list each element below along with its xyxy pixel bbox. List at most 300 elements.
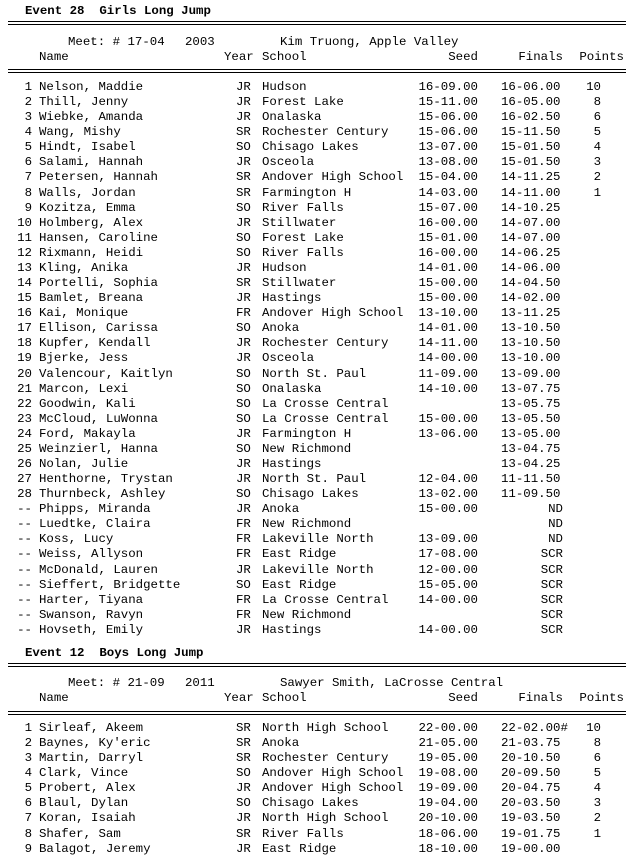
finals-mark: 15-11.50 <box>501 125 561 140</box>
place: 16 <box>17 306 32 321</box>
result-row <box>0 487 639 502</box>
school: Chisago Lakes <box>262 140 359 155</box>
result-row <box>0 796 639 811</box>
finals-mark: SCR <box>540 547 563 562</box>
athlete-name: Henthorne, Trystan <box>39 472 173 487</box>
place: 27 <box>17 472 32 487</box>
school: North St. Paul <box>262 366 367 381</box>
seed-mark: 13-07.00 <box>418 140 478 155</box>
school: Onalaska <box>262 381 322 396</box>
athlete-name: Blaul, Dylan <box>39 796 129 811</box>
athlete-year: SO <box>236 441 251 456</box>
finals-mark: SCR <box>540 607 563 622</box>
athlete-year: SR <box>236 125 251 140</box>
points: 3 <box>593 796 601 811</box>
athlete-year: SR <box>236 276 251 291</box>
header-year: Year <box>224 691 254 705</box>
athlete-name: Weiss, Allyson <box>39 547 144 562</box>
athlete-name: Weinzierl, Hanna <box>39 441 158 456</box>
school: Farmington H <box>262 426 352 441</box>
school: Farmington H <box>262 185 352 200</box>
finals-mark: 13-10.50 <box>501 336 561 351</box>
athlete-year: SO <box>236 140 251 155</box>
athlete-name: Luedtke, Claira <box>39 517 151 532</box>
place: 22 <box>17 396 32 411</box>
athlete-name: Walls, Jordan <box>39 185 136 200</box>
result-row <box>0 827 639 842</box>
finals-mark: 20-04.75 <box>501 781 561 796</box>
athlete-name: Nelson, Maddie <box>39 80 144 94</box>
double-rule-top <box>8 663 626 667</box>
athlete-year: SR <box>236 751 251 766</box>
school: Hudson <box>262 260 307 275</box>
result-row <box>0 201 639 216</box>
seed-mark: 15-00.00 <box>418 502 478 517</box>
seed-mark: 11-09.00 <box>418 366 478 381</box>
athlete-year: FR <box>236 547 251 562</box>
athlete-year: FR <box>236 306 251 321</box>
finals-mark: 13-07.75 <box>501 381 561 396</box>
result-row <box>0 721 639 736</box>
place: 10 <box>17 215 32 230</box>
finals-mark: 11-09.50 <box>501 487 561 502</box>
school: Osceola <box>262 155 315 170</box>
place: 8 <box>24 185 32 200</box>
result-row <box>0 811 639 826</box>
school: Andover High School <box>262 170 404 185</box>
school: New Richmond <box>262 441 352 456</box>
result-row <box>0 351 639 366</box>
athlete-year: FR <box>236 517 251 532</box>
school: River Falls <box>262 200 344 215</box>
place: 15 <box>17 291 32 306</box>
result-row <box>0 472 639 487</box>
result-row <box>0 80 639 95</box>
finals-mark: 13-04.75 <box>501 441 561 456</box>
athlete-year: JR <box>236 811 251 826</box>
athlete-year: SO <box>236 577 251 592</box>
seed-mark: 13-08.00 <box>418 155 478 170</box>
seed-mark: 15-11.00 <box>418 95 478 110</box>
seed-mark: 17-08.00 <box>418 547 478 562</box>
seed-mark: 14-10.00 <box>418 381 478 396</box>
school: East Ridge <box>262 547 337 562</box>
athlete-year: JR <box>236 336 251 351</box>
finals-mark: SCR <box>540 577 563 592</box>
athlete-name: Wiebke, Amanda <box>39 110 144 125</box>
finals-mark: ND <box>548 502 563 517</box>
finals-mark: 13-05.00 <box>501 426 561 441</box>
athlete-year: JR <box>236 110 251 125</box>
result-row <box>0 367 639 382</box>
athlete-name: Rixmann, Heidi <box>39 245 144 260</box>
place: 3 <box>24 751 32 766</box>
points: 10 <box>586 80 601 94</box>
seed-mark: 18-10.00 <box>418 841 478 856</box>
result-row <box>0 261 639 276</box>
place: 13 <box>17 260 32 275</box>
athlete-year: JR <box>236 95 251 110</box>
meet-record-label: Meet: # 17-04 <box>68 35 165 49</box>
place: 20 <box>17 366 32 381</box>
school: River Falls <box>262 245 344 260</box>
points: 3 <box>593 155 601 170</box>
result-row <box>0 155 639 170</box>
result-row <box>0 593 639 608</box>
result-row <box>0 276 639 291</box>
finals-mark: 20-09.50 <box>501 766 561 781</box>
school: East Ridge <box>262 577 337 592</box>
place: 6 <box>24 796 32 811</box>
athlete-name: McDonald, Lauren <box>39 562 158 577</box>
school: Rochester Century <box>262 336 389 351</box>
school: New Richmond <box>262 517 352 532</box>
header-school: School <box>262 50 307 64</box>
athlete-name: Martin, Darryl <box>39 751 144 766</box>
athlete-year: SO <box>236 245 251 260</box>
seed-mark: 15-00.00 <box>418 291 478 306</box>
place: -- <box>17 622 32 637</box>
athlete-name: Thill, Jenny <box>39 95 129 110</box>
double-rule-top <box>8 21 626 25</box>
athlete-name: Thurnbeck, Ashley <box>39 487 166 502</box>
athlete-year: SR <box>236 170 251 185</box>
result-row <box>0 397 639 412</box>
seed-mark: 18-06.00 <box>418 826 478 841</box>
result-row <box>0 412 639 427</box>
place: 6 <box>24 155 32 170</box>
place: 2 <box>24 95 32 110</box>
place: 4 <box>24 125 32 140</box>
header-seed: Seed <box>448 50 478 64</box>
points: 2 <box>593 811 601 826</box>
school: Forest Lake <box>262 230 344 245</box>
points: 5 <box>593 125 601 140</box>
place: 26 <box>17 457 32 471</box>
school: Anoka <box>262 502 300 517</box>
seed-mark: 12-00.00 <box>418 562 478 577</box>
athlete-name: Harter, Tiyana <box>39 592 144 607</box>
finals-mark: SCR <box>540 592 563 607</box>
place: 25 <box>17 441 32 456</box>
result-row <box>0 623 639 638</box>
finals-mark: 13-10.50 <box>501 321 561 336</box>
athlete-name: Probert, Alex <box>39 781 136 796</box>
athlete-year: JR <box>236 562 251 577</box>
school: Anoka <box>262 736 300 751</box>
place: -- <box>17 517 32 532</box>
result-row <box>0 842 639 857</box>
points: 6 <box>593 110 601 125</box>
place: -- <box>17 502 32 517</box>
result-row <box>0 766 639 781</box>
athlete-year: SO <box>236 411 251 426</box>
place: 2 <box>24 736 32 751</box>
place: -- <box>17 577 32 592</box>
meet-record-line <box>0 676 639 691</box>
place: 17 <box>17 321 32 336</box>
finals-mark: 14-07.00 <box>501 215 561 230</box>
seed-mark: 20-10.00 <box>418 811 478 826</box>
athlete-year: JR <box>236 155 251 170</box>
school: North High School <box>262 721 389 735</box>
athlete-year: FR <box>236 592 251 607</box>
school: La Crosse Central <box>262 592 389 607</box>
finals-mark: 20-10.50 <box>501 751 561 766</box>
athlete-name: Hindt, Isabel <box>39 140 136 155</box>
finals-mark: 16-05.00 <box>501 95 561 110</box>
seed-mark: 13-06.00 <box>418 426 478 441</box>
seed-mark: 15-01.00 <box>418 230 478 245</box>
place: -- <box>17 547 32 562</box>
school: Forest Lake <box>262 95 344 110</box>
school: Hastings <box>262 291 322 306</box>
athlete-name: Kling, Anika <box>39 260 129 275</box>
athlete-name: Marcon, Lexi <box>39 381 129 396</box>
school: North High School <box>262 811 389 826</box>
header-finals: Finals <box>518 50 563 64</box>
result-row <box>0 321 639 336</box>
athlete-year: SR <box>236 185 251 200</box>
athlete-year: JR <box>236 502 251 517</box>
finals-mark: 14-10.25 <box>501 200 561 215</box>
result-row <box>0 457 639 472</box>
place: 14 <box>17 276 32 291</box>
header-name: Name <box>39 691 69 705</box>
meet-record-holder: Kim Truong, Apple Valley <box>280 35 459 49</box>
result-row <box>0 246 639 261</box>
athlete-name: Hovseth, Emily <box>39 622 144 637</box>
result-row <box>0 140 639 155</box>
school: New Richmond <box>262 607 352 622</box>
event-title <box>0 4 639 19</box>
header-name: Name <box>39 50 69 64</box>
finals-mark: 20-03.50 <box>501 796 561 811</box>
place: 4 <box>24 766 32 781</box>
result-row <box>0 291 639 306</box>
athlete-name: Hansen, Caroline <box>39 230 158 245</box>
finals-mark: 22-02.00# <box>501 721 568 735</box>
school: Andover High School <box>262 781 404 796</box>
result-row <box>0 608 639 623</box>
meet-record-line <box>0 35 639 50</box>
athlete-name: Koran, Isaiah <box>39 811 136 826</box>
finals-mark: 13-11.25 <box>501 306 561 321</box>
seed-mark: 16-09.00 <box>418 80 478 94</box>
event-title-text: Event 12 Boys Long Jump <box>25 646 204 660</box>
athlete-name: Petersen, Hannah <box>39 170 158 185</box>
seed-mark: 15-06.00 <box>418 125 478 140</box>
meet-record-year: 2003 <box>185 35 215 49</box>
points: 2 <box>593 170 601 185</box>
place: 11 <box>17 230 32 245</box>
school: Rochester Century <box>262 125 389 140</box>
athlete-year: JR <box>236 351 251 366</box>
place: 19 <box>17 351 32 366</box>
header-finals: Finals <box>518 691 563 705</box>
athlete-year: SO <box>236 396 251 411</box>
seed-mark: 19-04.00 <box>418 796 478 811</box>
finals-mark: 19-03.50 <box>501 811 561 826</box>
points: 1 <box>593 185 601 200</box>
place: 3 <box>24 110 32 125</box>
athlete-name: Balagot, Jeremy <box>39 841 151 856</box>
athlete-name: Salami, Hannah <box>39 155 144 170</box>
athlete-year: JR <box>236 80 251 94</box>
points: 4 <box>593 781 601 796</box>
athlete-year: SO <box>236 230 251 245</box>
athlete-year: JR <box>236 260 251 275</box>
school: River Falls <box>262 826 344 841</box>
school: Hastings <box>262 457 322 471</box>
finals-mark: 14-04.50 <box>501 276 561 291</box>
finals-mark: 14-06.00 <box>501 260 561 275</box>
school: La Crosse Central <box>262 396 389 411</box>
seed-mark: 21-05.00 <box>418 736 478 751</box>
header-seed: Seed <box>448 691 478 705</box>
result-row <box>0 736 639 751</box>
finals-mark: 19-00.00 <box>501 841 561 856</box>
result-row <box>0 502 639 517</box>
seed-mark: 14-01.00 <box>418 321 478 336</box>
athlete-year: JR <box>236 472 251 487</box>
athlete-year: SO <box>236 381 251 396</box>
place: 12 <box>17 245 32 260</box>
place: 7 <box>24 170 32 185</box>
seed-mark: 13-10.00 <box>418 306 478 321</box>
school: East Ridge <box>262 841 337 856</box>
athlete-year: JR <box>236 781 251 796</box>
finals-mark: 11-11.50 <box>501 472 561 487</box>
finals-mark: 19-01.75 <box>501 826 561 841</box>
place: 8 <box>24 826 32 841</box>
finals-mark: SCR <box>540 622 563 637</box>
athlete-name: Kupfer, Kendall <box>39 336 151 351</box>
school: Hudson <box>262 80 307 94</box>
athlete-name: Baynes, Ky'eric <box>39 736 151 751</box>
school: Andover High School <box>262 766 404 781</box>
place: 5 <box>24 781 32 796</box>
result-row <box>0 427 639 442</box>
result-row <box>0 231 639 246</box>
athlete-year: SO <box>236 487 251 502</box>
finals-mark: 13-05.50 <box>501 411 561 426</box>
double-rule-bottom <box>8 711 626 715</box>
finals-mark: 13-10.00 <box>501 351 561 366</box>
seed-mark: 13-09.00 <box>418 532 478 547</box>
place: -- <box>17 607 32 622</box>
meet-record-year: 2011 <box>185 676 215 690</box>
points: 8 <box>593 736 601 751</box>
result-row <box>0 336 639 351</box>
points: 1 <box>593 826 601 841</box>
result-row <box>0 578 639 593</box>
school: Lakeville North <box>262 562 374 577</box>
result-row <box>0 306 639 321</box>
place: 9 <box>24 200 32 215</box>
result-row <box>0 442 639 457</box>
seed-mark: 22-00.00 <box>418 721 478 735</box>
place: 23 <box>17 411 32 426</box>
result-row <box>0 95 639 110</box>
place: 7 <box>24 811 32 826</box>
finals-mark: SCR <box>540 562 563 577</box>
seed-mark: 16-00.00 <box>418 215 478 230</box>
result-row <box>0 186 639 201</box>
seed-mark: 19-09.00 <box>418 781 478 796</box>
finals-mark: 14-06.25 <box>501 245 561 260</box>
finals-mark: 13-09.00 <box>501 366 561 381</box>
school: La Crosse Central <box>262 411 389 426</box>
seed-mark: 14-11.00 <box>418 336 478 351</box>
result-row <box>0 532 639 547</box>
athlete-year: SR <box>236 826 251 841</box>
points: 6 <box>593 751 601 766</box>
finals-mark: ND <box>548 532 563 547</box>
seed-mark: 13-02.00 <box>418 487 478 502</box>
athlete-name: Koss, Lucy <box>39 532 114 547</box>
seed-mark: 14-00.00 <box>418 351 478 366</box>
result-row <box>0 170 639 185</box>
header-points: Points <box>579 691 624 705</box>
finals-mark: 14-02.00 <box>501 291 561 306</box>
points: 5 <box>593 766 601 781</box>
points: 4 <box>593 140 601 155</box>
school: Anoka <box>262 321 300 336</box>
points: 10 <box>586 721 601 735</box>
seed-mark: 16-00.00 <box>418 245 478 260</box>
seed-mark: 14-03.00 <box>418 185 478 200</box>
athlete-name: Valencour, Kaitlyn <box>39 366 173 381</box>
school: North St. Paul <box>262 472 367 487</box>
school: Onalaska <box>262 110 322 125</box>
place: 18 <box>17 336 32 351</box>
athlete-year: SR <box>236 721 251 735</box>
athlete-name: Bamlet, Breana <box>39 291 144 306</box>
finals-mark: ND <box>548 517 563 532</box>
result-row <box>0 517 639 532</box>
finals-mark: 14-11.25 <box>501 170 561 185</box>
event-title <box>0 646 639 661</box>
finals-mark: 13-05.75 <box>501 396 561 411</box>
athlete-year: JR <box>236 426 251 441</box>
header-school: School <box>262 691 307 705</box>
athlete-year: FR <box>236 607 251 622</box>
athlete-year: JR <box>236 457 251 471</box>
seed-mark: 15-04.00 <box>418 170 478 185</box>
athlete-year: JR <box>236 841 251 856</box>
seed-mark: 14-00.00 <box>418 622 478 637</box>
athlete-name: Bjerke, Jess <box>39 351 129 366</box>
result-row <box>0 781 639 796</box>
school: Lakeville North <box>262 532 374 547</box>
school: Stillwater <box>262 215 337 230</box>
result-row <box>0 563 639 578</box>
place: -- <box>17 562 32 577</box>
event-title-text: Event 28 Girls Long Jump <box>25 4 211 18</box>
place: 28 <box>17 487 32 502</box>
seed-mark: 15-00.00 <box>418 276 478 291</box>
place: 1 <box>24 721 32 735</box>
place: -- <box>17 532 32 547</box>
meet-record-holder: Sawyer Smith, LaCrosse Central <box>280 676 504 690</box>
seed-mark: 19-08.00 <box>418 766 478 781</box>
result-row <box>0 751 639 766</box>
athlete-year: SO <box>236 766 251 781</box>
athlete-name: Swanson, Ravyn <box>39 607 144 622</box>
athlete-year: SO <box>236 200 251 215</box>
school: Osceola <box>262 351 315 366</box>
